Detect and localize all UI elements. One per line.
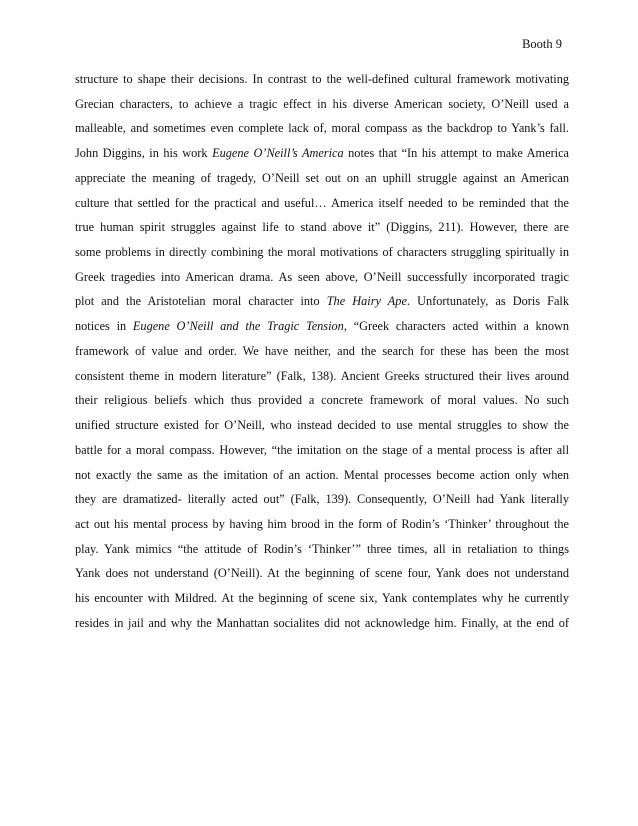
body-text [75, 67, 569, 636]
body-line: Greek tragedies into American drama. As seen above, O’Neill successfully incorporated tragic [75, 269, 569, 284]
body-line: appreciate the meaning of tragedy, O’Neill set out on an uphill struggle against an American [75, 170, 569, 185]
body-line: they are dramatized- literally acted out” (Falk, 139). Consequently, O’Neill had Yank literally [75, 492, 569, 507]
body-line: battle for a moral compass. However, “the imitation on the stage of a mental process is after all [75, 442, 569, 457]
body-line: unified structure existed for O’Neill, who instead decided to use mental struggles to show the [75, 418, 569, 433]
running-head: Booth 9 [522, 37, 562, 51]
body-line: Yank does not understand (O’Neill). At the beginning of scene four, Yank does not understand [75, 566, 569, 581]
italic-title: The Hairy Ape [326, 294, 407, 309]
body-line: act out his mental process by having him brood in the form of Rodin’s ‘Thinker’ throughout the [75, 516, 569, 531]
italic-title: Eugene O’Neill’s America [212, 146, 344, 161]
italic-title: Eugene O’Neill and the Tragic Tension [132, 319, 344, 334]
body-line: structure to shape their decisions. In contrast to the well-defined cultural framework motivating [75, 72, 569, 86]
body-line: his encounter with Mildred. At the beginning of scene six, Yank contemplates why he currently [75, 591, 569, 606]
body-line: not exactly the same as the imitation of an action. Mental processes become action only when [75, 467, 569, 482]
body-line: true human spirit struggles against life to stand above it” (Diggins, 211). However, there are [75, 220, 569, 235]
body-line: notices in Eugene O’Neill and the Tragic Tension, “Greek characters acted within a known [75, 319, 570, 334]
body-line: Grecian characters, to achieve a tragic effect in his diverse American society, O’Neill used a [75, 96, 569, 111]
body-line: malleable, and sometimes even complete lack of, moral compass as the backdrop to Yank’s fall. [75, 121, 569, 136]
body-line: plot and the Aristotelian moral character into The Hairy Ape. Unfortunately, as Doris Falk [75, 294, 570, 309]
body-line: culture that settled for the practical and useful… America itself needed to be reminded that the [75, 195, 569, 210]
body-line: John Diggins, in his work Eugene O’Neill’s America notes that “In his attempt to make America [75, 146, 569, 161]
body-line: consistent theme in modern literature” (Falk, 138). Ancient Greeks structured their lives around [75, 368, 569, 383]
body-line: play. Yank mimics “the attitude of Rodin’s ‘Thinker’” three times, all in retaliation to things [75, 541, 569, 556]
body-line: some problems in directly combining the moral motivations of characters struggling spiritually in [75, 245, 569, 260]
body-line: their religious beliefs which thus provided a concrete framework of moral values. No such [75, 393, 569, 408]
body-line: framework of value and order. We have neither, and the search for these has been the most [75, 343, 569, 358]
body-line: resides in jail and why the Manhattan socialites did not acknowledge him. Finally, at the end of [75, 615, 569, 630]
